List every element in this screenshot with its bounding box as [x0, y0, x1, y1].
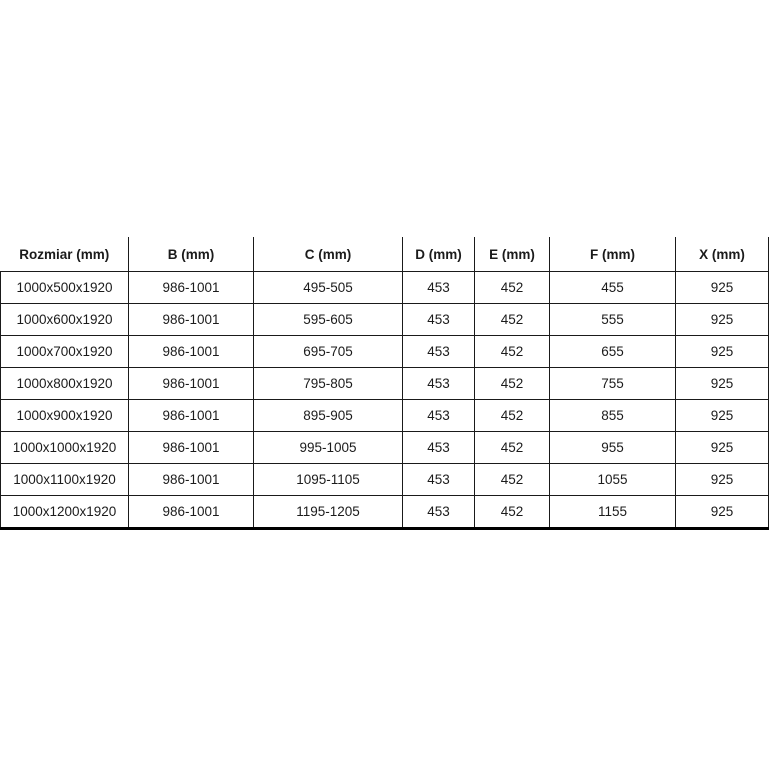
table-cell: 695-705 — [254, 336, 403, 368]
table-cell: 1000x700x1920 — [1, 336, 129, 368]
column-header: C (mm) — [254, 237, 403, 272]
table-cell: 795-805 — [254, 368, 403, 400]
table-cell: 452 — [475, 400, 550, 432]
table-cell: 986-1001 — [129, 400, 254, 432]
table-cell: 655 — [550, 336, 676, 368]
table-cell: 1155 — [550, 496, 676, 529]
table-cell: 925 — [676, 432, 769, 464]
table-cell: 995-1005 — [254, 432, 403, 464]
table-cell: 986-1001 — [129, 464, 254, 496]
table-cell: 1000x900x1920 — [1, 400, 129, 432]
table-cell: 1095-1105 — [254, 464, 403, 496]
table-row — [1, 304, 769, 336]
table-cell: 452 — [475, 432, 550, 464]
table-cell: 925 — [676, 368, 769, 400]
table-cell: 925 — [676, 400, 769, 432]
column-header: F (mm) — [550, 237, 676, 272]
table-cell: 755 — [550, 368, 676, 400]
table-cell: 453 — [403, 336, 475, 368]
table-row — [1, 400, 769, 432]
table-cell: 986-1001 — [129, 432, 254, 464]
table-row — [1, 432, 769, 464]
column-header: Rozmiar (mm) — [1, 237, 129, 272]
table-cell: 453 — [403, 304, 475, 336]
table-cell: 495-505 — [254, 272, 403, 304]
column-header: E (mm) — [475, 237, 550, 272]
table-cell: 1195-1205 — [254, 496, 403, 529]
table-cell: 452 — [475, 304, 550, 336]
table-cell: 453 — [403, 368, 475, 400]
table-cell: 1000x500x1920 — [1, 272, 129, 304]
table-cell: 1000x600x1920 — [1, 304, 129, 336]
table-cell: 555 — [550, 304, 676, 336]
table-cell: 955 — [550, 432, 676, 464]
table-cell: 925 — [676, 272, 769, 304]
table-cell: 1000x1000x1920 — [1, 432, 129, 464]
table-cell: 452 — [475, 464, 550, 496]
table-cell: 452 — [475, 336, 550, 368]
table-cell: 452 — [475, 496, 550, 529]
table-cell: 453 — [403, 400, 475, 432]
table-cell: 986-1001 — [129, 336, 254, 368]
table-cell: 1000x800x1920 — [1, 368, 129, 400]
table-cell: 1055 — [550, 464, 676, 496]
table-cell: 925 — [676, 304, 769, 336]
table-cell: 452 — [475, 272, 550, 304]
table-cell: 453 — [403, 272, 475, 304]
table-row — [1, 368, 769, 400]
table-cell: 595-605 — [254, 304, 403, 336]
table-row — [1, 464, 769, 496]
table-header-row — [1, 237, 769, 272]
table-row — [1, 496, 769, 529]
dimensions-table — [0, 237, 769, 530]
table-row — [1, 336, 769, 368]
dimensions-table-container — [0, 237, 769, 530]
table-cell: 455 — [550, 272, 676, 304]
table-cell: 453 — [403, 432, 475, 464]
table-cell: 453 — [403, 496, 475, 529]
table-cell: 452 — [475, 368, 550, 400]
table-cell: 925 — [676, 336, 769, 368]
table-cell: 895-905 — [254, 400, 403, 432]
table-cell: 986-1001 — [129, 496, 254, 529]
table-cell: 1000x1100x1920 — [1, 464, 129, 496]
table-cell: 925 — [676, 496, 769, 529]
table-cell: 986-1001 — [129, 304, 254, 336]
table-row — [1, 272, 769, 304]
table-cell: 986-1001 — [129, 272, 254, 304]
column-header: X (mm) — [676, 237, 769, 272]
column-header: D (mm) — [403, 237, 475, 272]
table-cell: 855 — [550, 400, 676, 432]
table-cell: 453 — [403, 464, 475, 496]
table-cell: 925 — [676, 464, 769, 496]
table-cell: 986-1001 — [129, 368, 254, 400]
table-cell: 1000x1200x1920 — [1, 496, 129, 529]
column-header: B (mm) — [129, 237, 254, 272]
